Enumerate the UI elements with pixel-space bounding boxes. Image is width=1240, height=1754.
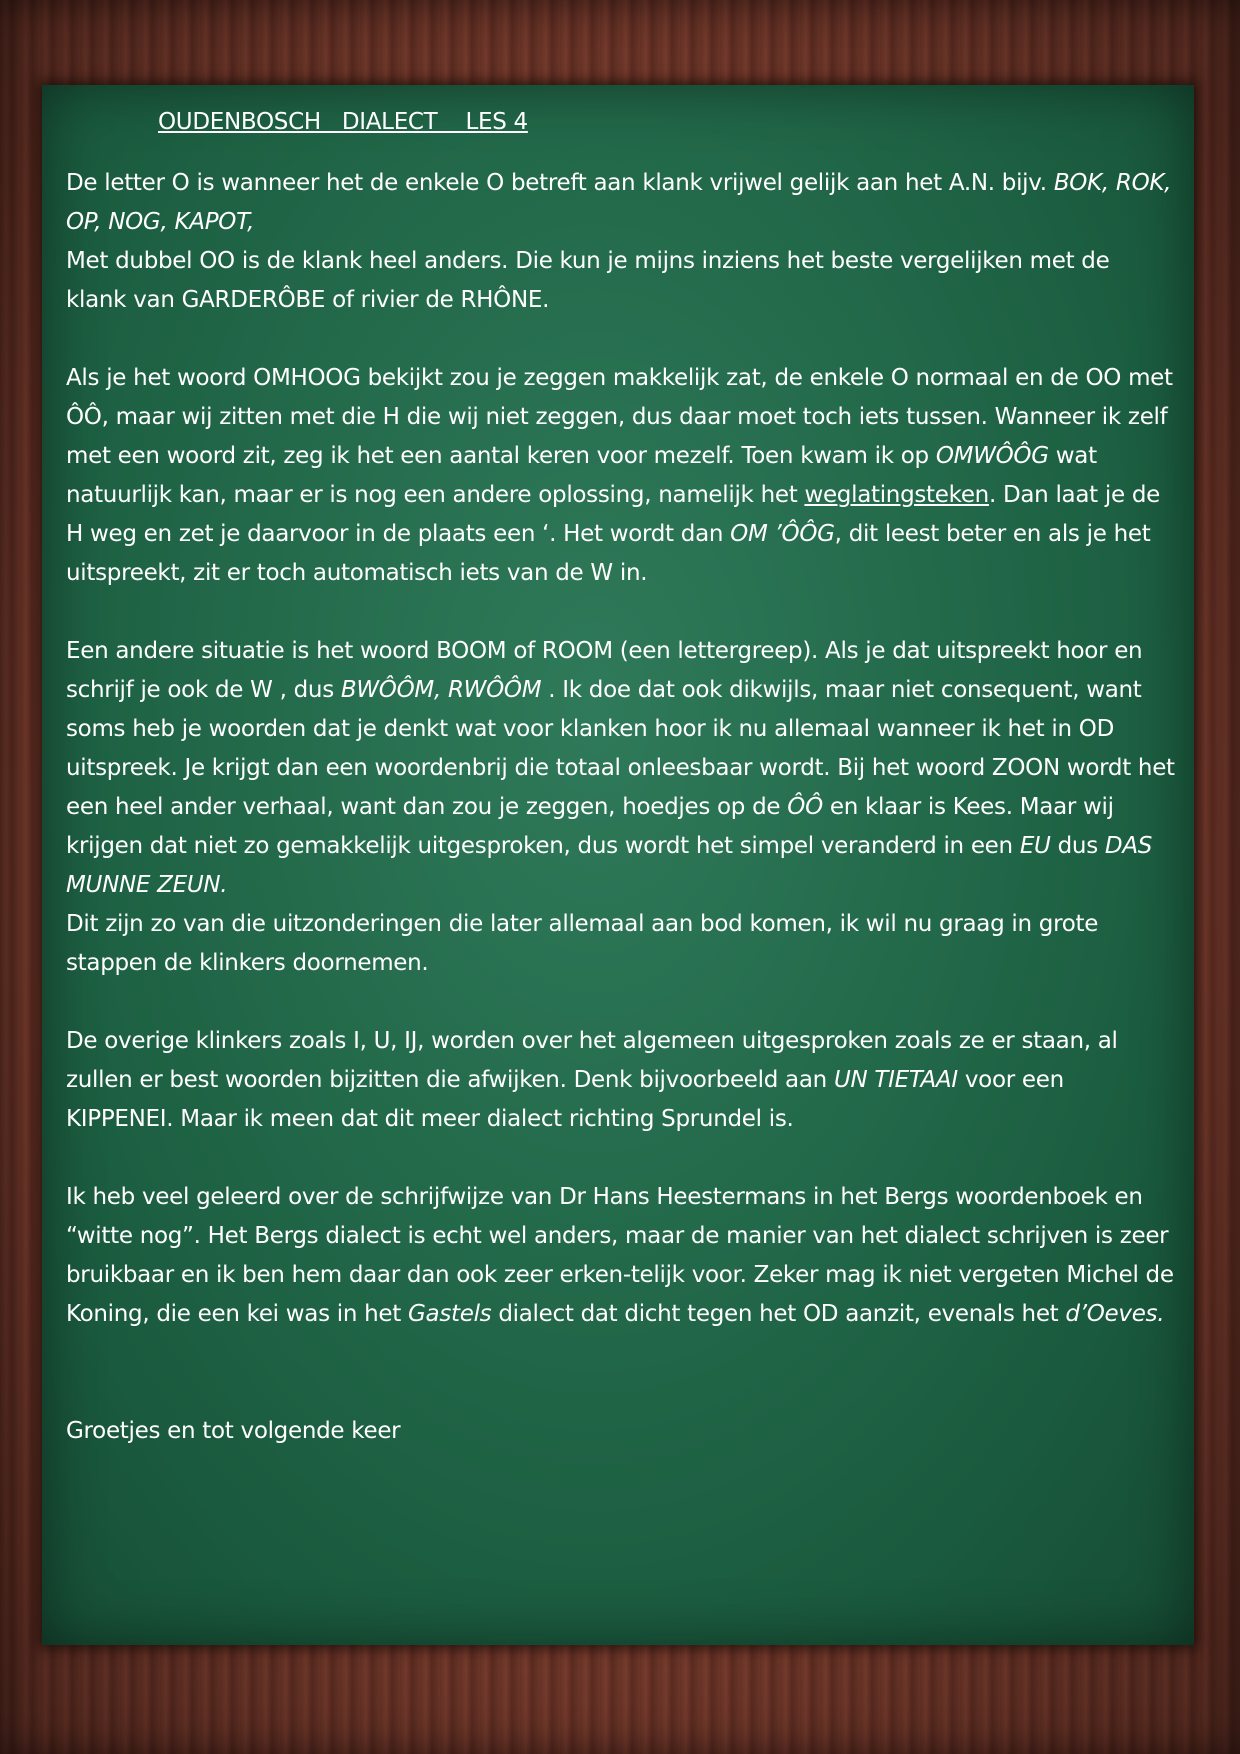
p5-text-a: Ik heb veel geleerd over de schrijfwijze van Dr Hans Heestermans in het Bergs woordenboek en “witte nog”. Het Bergs dialect is echt wel anders, maar de manier van het dialect schrijven is zeer bruikbaar en ik ben hem daar dan ook zeer erken-telijk voor. Zeker mag ik niet vergeten Michel de Koning, die een kei was in het <box>66 1184 1174 1327</box>
p1-examples: BOK, ROK, OP, NOG, KAPOT, <box>66 170 1172 235</box>
p1-text-c: Met dubbel OO is de klank heel anders. Die kun je mijns inziens het beste vergelijken met de klank van GARDERÔBE of rivier de RHÔNE. <box>66 248 1110 313</box>
chalkboard <box>42 85 1194 1645</box>
paragraph-4 <box>66 1022 1176 1139</box>
p4-text-a: De overige klinkers zoals I, U, IJ, worden over het algemeen uitgesproken zoals ze er staan, al zullen er best woorden bijzitten die afwijken. Denk bijvoorbeeld aan <box>66 1028 1118 1093</box>
p3-text-a: Een andere situatie is het woord BOOM of ROOM (een lettergreep). Als je dat uitspreekt hoor en schrijf je ook de W , dus <box>66 638 1143 703</box>
p3-example-zeun: DAS MUNNE ZEUN. <box>66 833 1153 898</box>
p4-text-c: voor een KIPPENEI. Maar ik meen dat dit meer dialect richting Sprundel is. <box>66 1067 1064 1132</box>
p1-text-a: De letter O is wanneer het de enkele O betreft aan klank vrijwel gelijk aan het A.N. bijv. <box>66 170 1054 196</box>
p2-text-c: wat natuurlijk kan, maar er is nog een andere oplossing, namelijk het <box>66 443 1097 508</box>
p2-example-omwoog: OMWÔÔG <box>935 443 1049 469</box>
signoff: Groetjes en tot volgende keer <box>66 1418 401 1444</box>
lesson-text <box>66 103 1176 1451</box>
paragraph-2 <box>66 359 1176 593</box>
p3-example-oo: ÔÔ <box>787 794 823 820</box>
p4-example-tietaai: UN TIETAAI <box>833 1067 958 1093</box>
p2-text-e: . Dan laat je de H weg en zet je daarvoor in de plaats een ‘. Het wordt dan <box>66 482 1160 547</box>
p2-text-a: Als je het woord OMHOOG bekijkt zou je zeggen makkelijk zat, de enkele O normaal en de OO met ÔÔ, maar wij zitten met die H die wij niet zeggen, dus daar moet toch iets tussen. Wanneer ik zelf met een woord zit, zeg ik het een aantal keren voor mezelf. Toen kwam ik op <box>66 365 1173 469</box>
paragraph-5 <box>66 1178 1176 1334</box>
p2-example-om-oog: OM ’ÔÔG <box>730 521 835 547</box>
p3-text-i: Dit zijn zo van die uitzonderingen die later allemaal aan bod komen, ik wil nu graag in grote stappen de klinkers doornemen. <box>66 911 1099 976</box>
p3-text-e: en klaar is Kees. Maar wij krijgen dat niet zo gemakkelijk uitgesproken, dus wordt het simpel veranderd in een <box>66 794 1114 859</box>
p3-example-bwoom: BWÔÔM, RWÔÔM <box>340 677 542 703</box>
lesson-title: OUDENBOSCH DIALECT LES 4 <box>158 109 528 135</box>
p5-doeves: d’Oeves. <box>1065 1301 1165 1327</box>
p3-text-c: . Ik doe dat ook dikwijls, maar niet consequent, want soms heb je woorden dat je denkt wat voor klanken hoor ik nu allemaal wanneer ik het in OD uitspreek. Je krijgt dan een woordenbrij die totaal onleesbaar wordt. Bij het woord ZOON wordt het een heel ander verhaal, want dan zou je zeggen, hoedjes op de <box>66 677 1175 820</box>
p2-weglatingsteken: weglatingsteken <box>804 482 989 508</box>
p2-text-g: , dit leest beter en als je het uitspreekt, zit er toch automatisch iets van de W in. <box>66 521 1151 586</box>
paragraph-1 <box>66 164 1176 320</box>
p5-gastels: Gastels <box>408 1301 492 1327</box>
p3-example-eu: EU <box>1019 833 1051 859</box>
paragraph-3 <box>66 632 1176 983</box>
p5-text-c: dialect dat dicht tegen het OD aanzit, evenals het <box>491 1301 1066 1327</box>
p3-text-g: dus <box>1050 833 1105 859</box>
